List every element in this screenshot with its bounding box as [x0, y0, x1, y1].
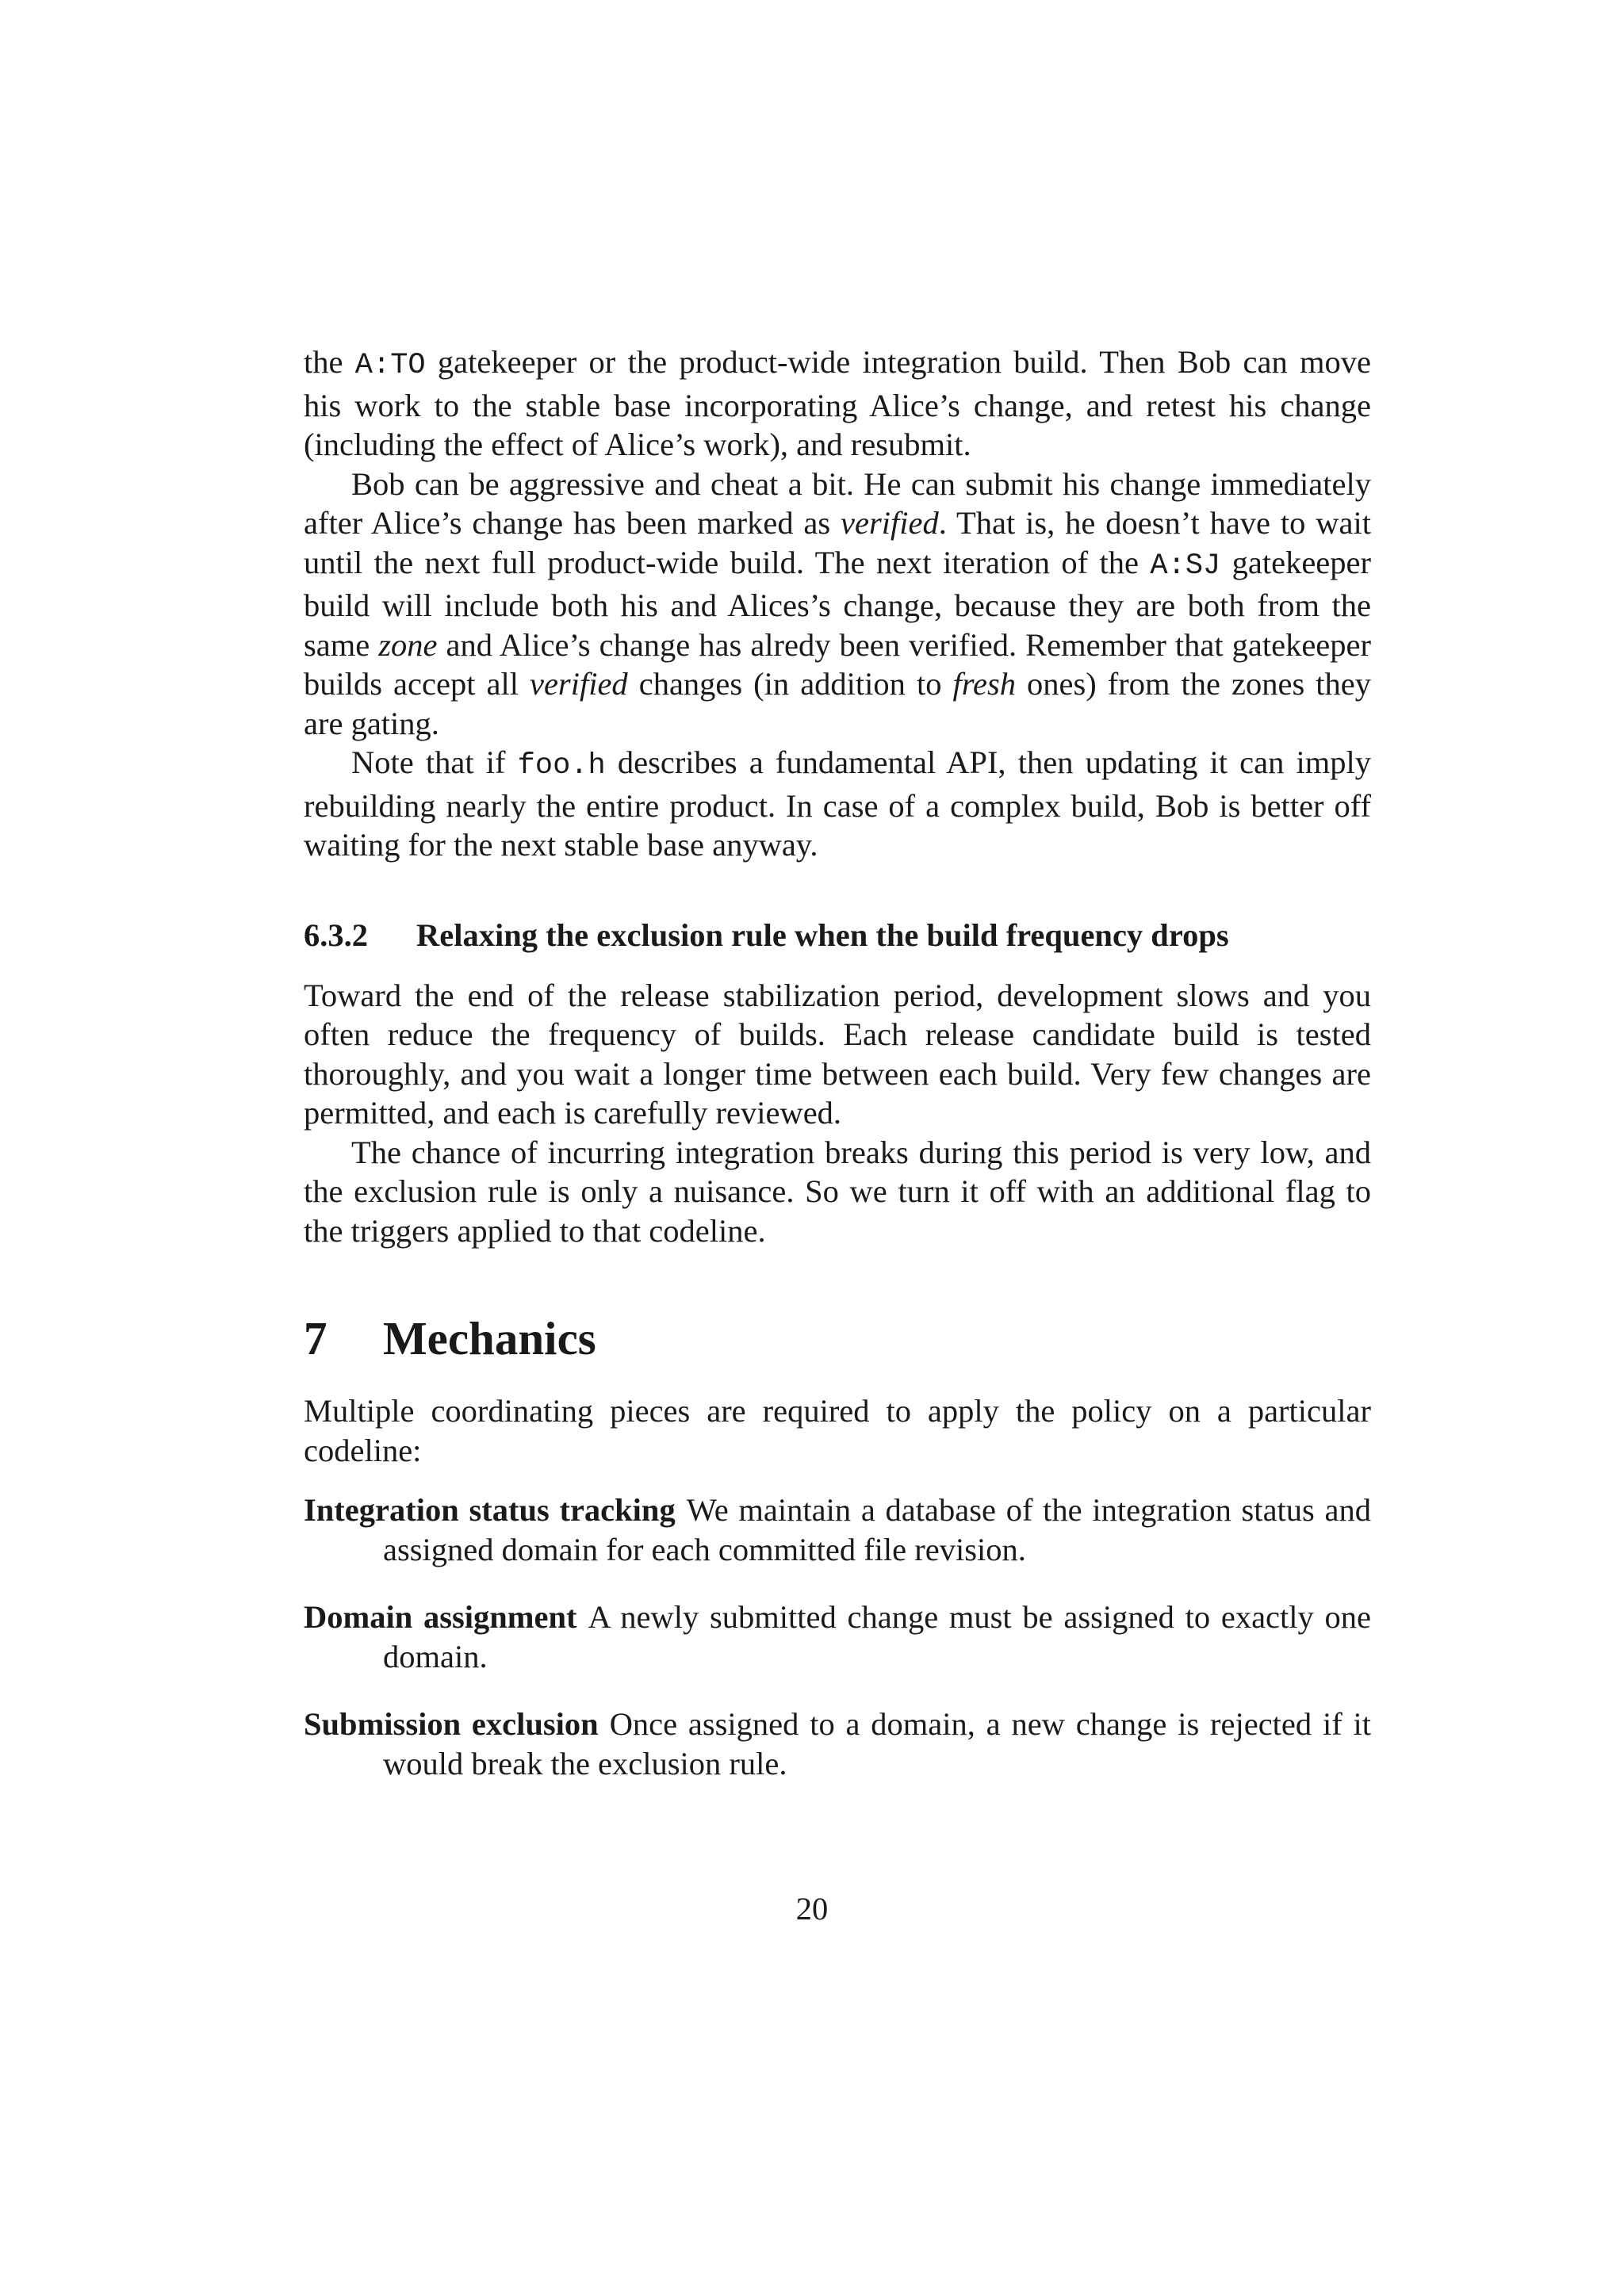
definition-term: Submission exclusion [304, 1706, 599, 1742]
text-run: gatekeeper build will include both his and Alices’s change, because they are both from the same [304, 544, 1371, 663]
text-run: Note that if [351, 744, 518, 780]
text-run: Bob can be aggressive and cheat a bit. He can submit his change immediately after Alice’s change has been marked as [304, 465, 1371, 541]
definition-item [304, 1705, 1371, 1783]
text-run: and Alice’s change has alredy been verified. Remember that gatekeeper builds accept all [304, 626, 1371, 702]
text-block [304, 342, 1371, 1812]
subsection-paragraph-1: Toward the end of the release stabilization period, development slows and you often reduce the frequency of builds. Each release candidate build is tested thoroughly, and you wait a longer time between each build. Very few changes are permitted, and each is carefully reviewed. [304, 977, 1371, 1131]
paragraph-3 [304, 743, 1371, 865]
subsection-paragraph-2: The chance of incurring integration breaks during this period is very low, and the exclusion rule is only a nuisance. So we turn it off with an additional flag to the triggers applied to that codeline. [304, 1134, 1371, 1249]
text-run: ones) from the zones they are gating. [304, 666, 1371, 741]
section-number: 7 [304, 1312, 327, 1364]
emphasis-fresh: fresh [952, 666, 1016, 702]
emphasis-verified: verified [841, 505, 939, 541]
text-run: . That is, he doesn’t have to wait until the next full product-wide build. The next iteration of the [304, 505, 1371, 580]
definition-item [304, 1490, 1371, 1569]
section-title: Mechanics [383, 1312, 596, 1364]
text-run: gatekeeper or the product-wide integration build. Then Bob can move his work to the stable base incorporating Alice’s change, and retest his change (including the effect of Alice’s work), and resubmit. [304, 344, 1372, 462]
definition-term: Integration status tracking [304, 1492, 676, 1528]
paragraph-2 [304, 465, 1371, 744]
definition-term: Domain assignment [304, 1599, 577, 1635]
text-run: the [304, 344, 355, 380]
definition-item [304, 1598, 1371, 1676]
definition-description: A newly submitted change must be assigned to exactly one domain. [383, 1599, 1371, 1674]
code-a-sj: A:SJ [1150, 549, 1221, 583]
subsection-number: 6.3.2 [304, 916, 368, 953]
subsection-title: Relaxing the exclusion rule when the build frequency drops [416, 916, 1229, 953]
definition-list [304, 1490, 1371, 1783]
definition-description: We maintain a database of the integration status and assigned domain for each committed file revision. [383, 1492, 1372, 1567]
section-heading [304, 1311, 1371, 1366]
paragraph-1 [304, 342, 1371, 465]
emphasis-verified: verified [529, 666, 628, 702]
subsection-heading [304, 916, 1371, 955]
definition-description: Once assigned to a domain, a new change is rejected if it would break the exclusion rule. [383, 1706, 1371, 1781]
text-run: describes a fundamental API, then updating it can imply rebuilding nearly the entire product. In case of a complex build, Bob is better off waiting for the next stable base anyway. [304, 744, 1372, 863]
code-foo-h: foo.h [517, 749, 606, 783]
code-a-to: A:TO [354, 349, 426, 382]
emphasis-zone: zone [378, 626, 438, 663]
section-intro: Multiple coordinating pieces are required to apply the policy on a particular codeline: [304, 1393, 1371, 1468]
page-number: 20 [795, 1891, 829, 1927]
text-run: changes (in addition to [627, 666, 953, 702]
